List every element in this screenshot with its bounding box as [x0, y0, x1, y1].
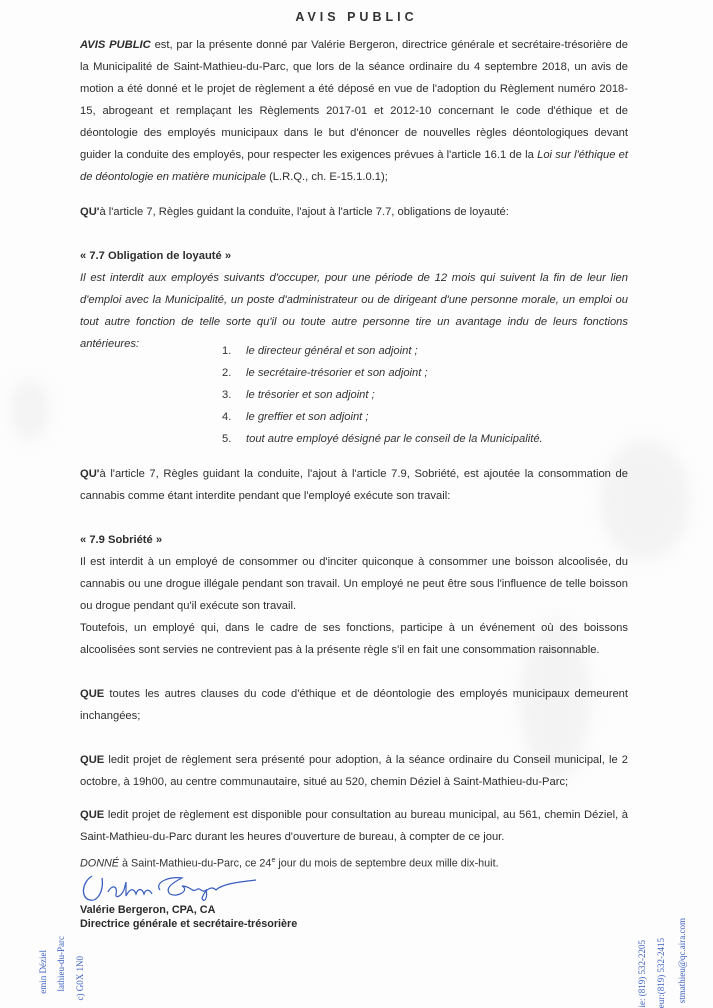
intro-paragraph — [80, 34, 628, 188]
footer-address-line-2: lathieu-du-Parc — [56, 936, 66, 992]
section-7-9-heading: « 7.9 Sobriété » — [80, 534, 163, 546]
list-number: 4. — [222, 411, 232, 423]
clause-consultation — [80, 804, 628, 848]
section-7-7-text: Il est interdit aux employés suivants d'occuper, pour une période de 12 mois qui suivent la fin de leur lien d'emploi avec la Municipalité, un poste d'administrateur ou de dirigeant d'une personne morale, un emploi ou tout autre fonction de telle sorte qu'il ou toute autre personne tire un avantage indu de leurs fonctions antérieures: — [80, 272, 628, 350]
clause-adoption — [80, 749, 628, 793]
list-text: tout autre employé désigné par le conseil de la Municipalité. — [246, 433, 543, 445]
footer-fax: eur:(819) 532-2415 — [656, 938, 666, 1008]
section-7-7 — [80, 245, 628, 355]
section-7-9-exception — [80, 617, 628, 661]
list-item — [222, 428, 543, 450]
law-title: Loi sur l'éthique et de déontologie en matière municipale — [80, 149, 629, 183]
intro-text-end: (L.R.Q., ch. E-15.1.0.1); — [265, 171, 388, 183]
list-text: le secrétaire-trésorier et son adjoint ; — [246, 367, 428, 379]
clause-unchanged — [80, 683, 628, 727]
intro-lead: AVIS PUBLIC — [80, 39, 151, 51]
signatory-name: Valérie Bergeron, CPA, CA — [80, 904, 216, 916]
clause-7-9-intro — [80, 463, 628, 507]
clause-text: à l'article 7, Règles guidant la conduite, l'ajout à l'article 7.7, obligations de loyauté: — [99, 206, 509, 218]
clause-text: toutes les autres clauses du code d'éthique et de déontologie des employés municipaux demeurent inchangées; — [80, 688, 628, 722]
clause-text: à l'article 7, Règles guidant la conduite, l'ajout à l'article 7.9, Sobriété, est ajoutée la consommation de cannabis comme étant interdite pendant que l'employé exécute son travail: — [80, 468, 628, 502]
given-text: à Saint-Mathieu-du-Parc, ce 24 — [119, 857, 272, 870]
clause-lead: QU' — [80, 206, 100, 218]
given-superscript: e — [271, 857, 276, 864]
footer-phone: ie: (819) 532-2205 — [637, 940, 647, 1008]
clause-text: ledit projet de règlement est disponible pour consultation au bureau municipal, au 561, chemin Déziel, à Saint-Mathieu-du-Parc durant les heures d'ouverture de bureau, à compter de ce jour. — [80, 809, 628, 843]
clause-text: ledit projet de règlement sera présenté pour adoption, à la séance ordinaire du Conseil municipal, le 2 octobre, à 19h00, au centre communautaire, situé au 520, chemin Déziel à Saint-Mathieu-du-Parc; — [80, 754, 628, 788]
clause-lead: QUE — [80, 754, 105, 766]
clause-lead: QU' — [80, 468, 100, 480]
page-title: AVIS PUBLIC — [295, 10, 418, 24]
list-text: le trésorier et son adjoint ; — [246, 389, 375, 401]
section-7-9-text2: Toutefois, un employé qui, dans le cadre de ses fonctions, participe à un événement où des boissons alcoolisées sont servies ne contrevient pas à la présente règle s'il en fait une consommation raisonnable. — [80, 622, 628, 656]
paper-smudge — [10, 380, 50, 440]
list-item — [222, 384, 543, 406]
list-text: le greffier et son adjoint ; — [246, 411, 369, 423]
list-number: 5. — [222, 433, 232, 445]
intro-text: est, par la présente donné par Valérie Bergeron, directrice générale et secrétaire-trésorière de la Municipalité de Saint-Mathieu-du-Parc, que lors de la séance ordinaire du 4 septembre 2018, un avis de motion a été donné et le projet de règlement a été déposé en vue de l'adoption du Règlement numéro 2018-15, abrogeant et remplaçant les Règlements 2017-01 et 2012-10 concernant le code d'éthique et de déontologie des employés municipaux dans le but d'énoncer de nouvelles règles déontologiques devant guider la conduite des employés, pour respecter les exigences prévues à l'article 16.1 de la — [80, 39, 629, 161]
clause-lead: QUE — [80, 688, 105, 700]
footer-address-line-1: emin Déziel — [38, 950, 48, 994]
given-text-end: jour du mois de septembre deux mille dix-huit. — [275, 857, 499, 870]
list-item — [222, 362, 543, 384]
footer-email: stmathieu@qc.aira.com — [677, 918, 687, 1004]
list-item — [222, 340, 543, 362]
employee-list — [222, 340, 543, 450]
section-7-9 — [80, 529, 628, 617]
signatory-role: Directrice générale et secrétaire-trésorière — [80, 918, 298, 930]
section-7-7-heading: « 7.7 Obligation de loyauté » — [80, 250, 232, 262]
list-text: le directeur général et son adjoint ; — [246, 345, 418, 357]
handwritten-signature — [78, 868, 268, 908]
list-item — [222, 406, 543, 428]
footer-address-line-3: c) G0X 1N0 — [75, 956, 85, 1001]
signatory-block — [80, 903, 297, 931]
list-number: 1. — [222, 345, 232, 357]
clause-7-7-intro — [80, 201, 628, 223]
section-7-9-text: Il est interdit à un employé de consommer ou d'inciter quiconque à consommer une boisson alcoolisée, du cannabis ou une drogue illégale pendant son travail. Un employé ne peut être sous l'influence de telle boisson ou drogue pendant qu'il exécute son travail. — [80, 556, 628, 612]
given-lead: DONNÉ — [80, 857, 119, 870]
list-number: 2. — [222, 367, 232, 379]
list-number: 3. — [222, 389, 232, 401]
clause-lead: QUE — [80, 809, 105, 821]
